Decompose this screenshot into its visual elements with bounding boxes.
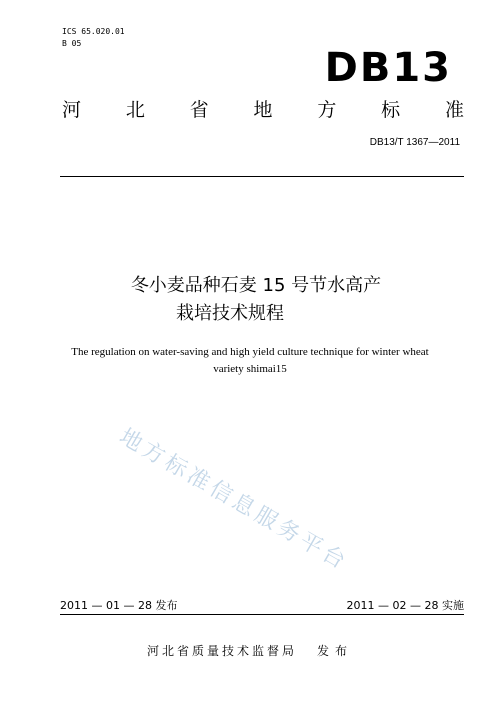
top-divider (60, 176, 464, 177)
db-code-logo: DB13 (324, 45, 452, 91)
issuer-char: 准 (444, 99, 464, 121)
classification-codes (62, 26, 125, 50)
authority-verb: 发布 (317, 644, 354, 658)
implement-date: 2011 — 02 — 28 实施 (346, 599, 464, 612)
ics-code: ICS 65.020.01 (62, 27, 125, 36)
english-title-line-1: The regulation on water-saving and high yield culture technique for winter wheat (71, 346, 429, 358)
chinese-title-line-1: 冬小麦品种石麦 15 号节水高产 (130, 275, 382, 296)
bottom-divider (60, 614, 464, 615)
standard-number: DB13/T 1367—2011 (369, 137, 460, 148)
issuer-char: 标 (381, 99, 401, 121)
authority-name: 河北省质量技术监督局 (146, 644, 297, 658)
issuer-char: 省 (189, 99, 209, 121)
issuer-char: 北 (125, 99, 145, 121)
issuer-char: 方 (317, 99, 337, 121)
issue-date: 2011 — 01 — 28 发布 (60, 599, 178, 612)
issuing-authority (0, 642, 500, 660)
watermark: 地方标准信息服务平台 (115, 424, 353, 576)
english-title (20, 344, 480, 378)
chinese-title (0, 272, 500, 328)
english-title-line-2: variety shimai15 (213, 363, 287, 375)
issuer-char: 地 (253, 99, 273, 121)
ccs-code: B 05 (62, 39, 82, 48)
issuer-title (62, 96, 464, 124)
chinese-title-line-2: 栽培技术规程 (176, 303, 284, 324)
issuer-char: 河 (62, 99, 82, 121)
